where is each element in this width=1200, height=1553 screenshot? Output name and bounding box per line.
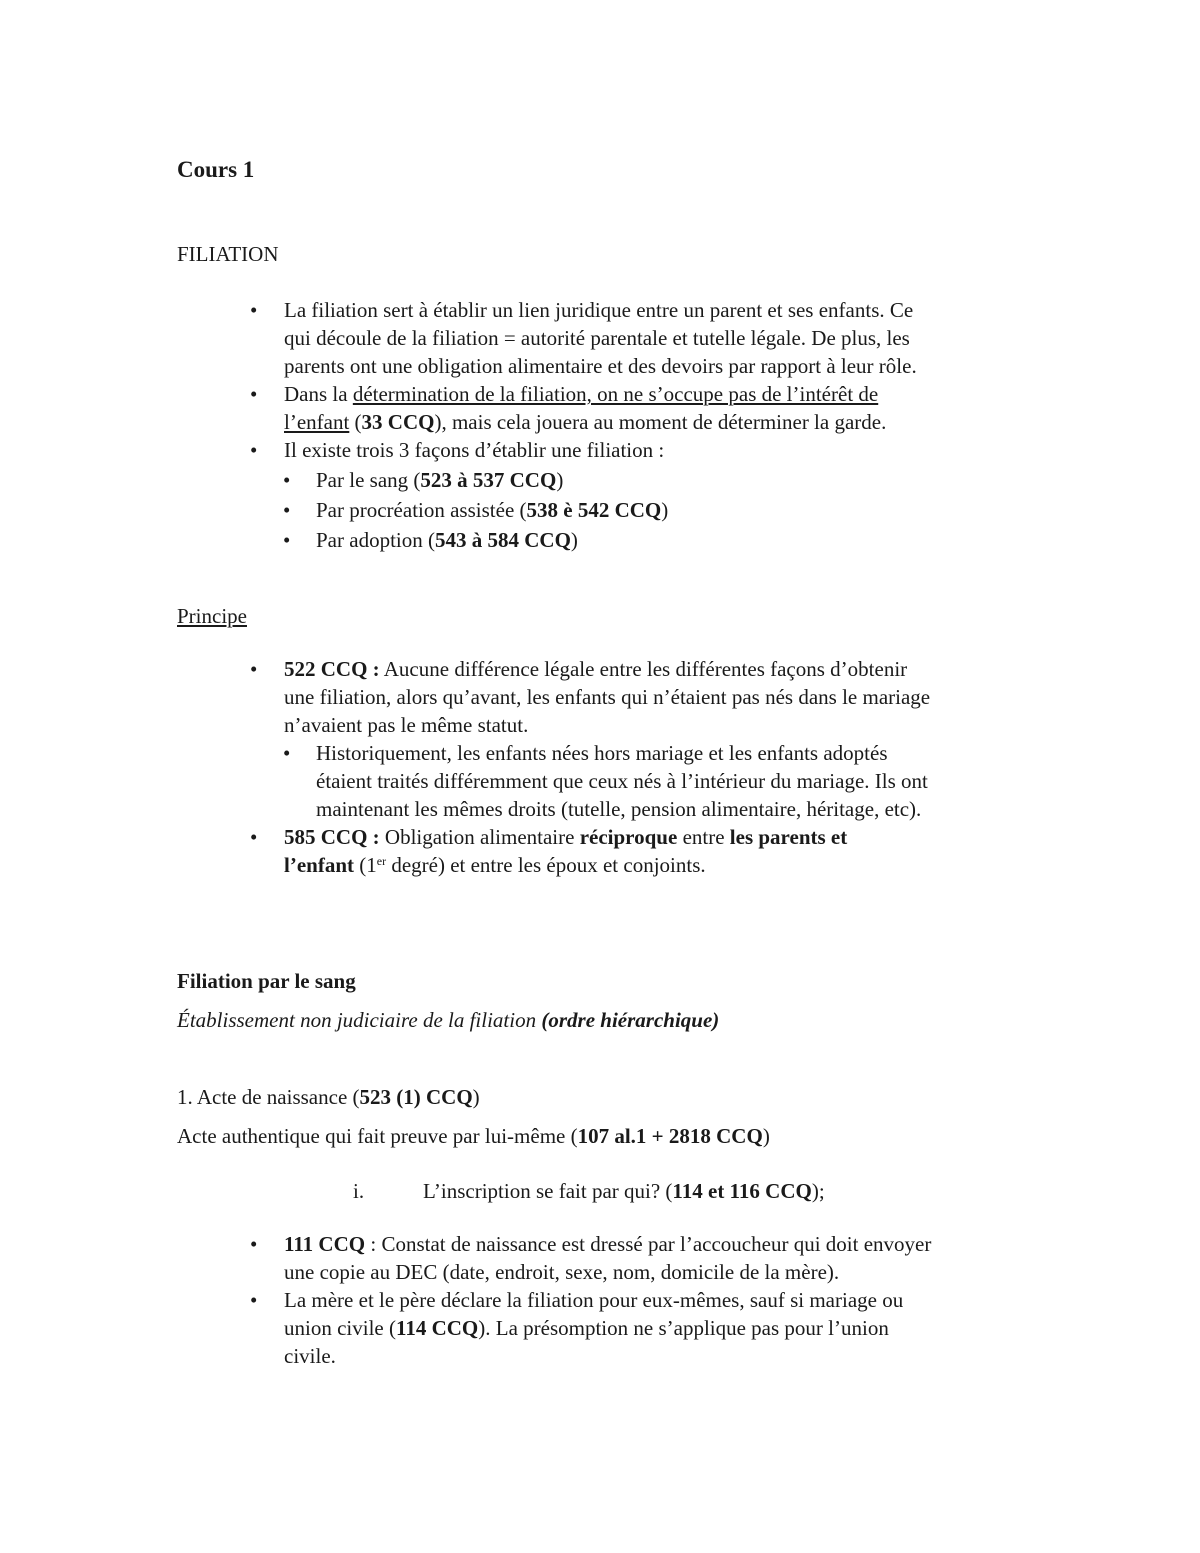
text-span: Par le sang ( [316,468,421,492]
text-span: ); [811,1179,825,1203]
text-span: : Constat de naissance est dressé par l’accoucheur qui doit envoyer [365,1232,932,1256]
text-span: ) [556,468,564,492]
bullet-icon: • [283,498,291,522]
section-heading-principe: Principe [177,604,247,628]
bullet-icon: • [283,468,291,492]
italic-text: Établissement non judiciaire de la filiation [177,1008,542,1032]
paragraph-line [177,1122,770,1150]
list-item-line: maintenant les mêmes droits (tutelle, pension alimentaire, héritage, etc). [316,797,922,821]
list-item-line: n’avaient pas le même statut. [284,713,529,737]
text-span: (1 [354,853,377,877]
article-reference: 111 CCQ [284,1232,366,1256]
bullet-icon: • [283,528,291,552]
list-item-line: qui découle de la filiation = autorité parentale et tutelle légale. De plus, les [284,326,910,350]
bullet-icon: • [250,1232,258,1256]
text-span: degré) et entre les époux et conjoints. [386,853,706,877]
bullet-icon: • [250,298,258,322]
sang-bullet-list [0,1230,1200,1370]
article-reference: 114 CCQ [395,1316,479,1340]
text-span: L’inscription se fait par qui? ( [423,1179,673,1203]
list-item [0,1286,1024,1370]
article-reference: 33 CCQ [361,410,435,434]
superscript: er [376,854,387,868]
section-heading-filiation-sang: Filiation par le sang [177,969,356,993]
text-span: ) [570,528,578,552]
text-span: ) [762,1124,770,1148]
text-span: ( [349,410,362,434]
list-item-line: parents ont une obligation alimentaire et des devoirs par rapport à leur rôle. [284,354,917,378]
bullet-icon: • [250,382,258,406]
numbered-item [177,1083,480,1111]
list-item-line: Il existe trois 3 façons d’établir une filiation : [284,438,665,462]
text-span: ). La présomption ne s’applique pas pour l’union [478,1316,889,1340]
bold-text: l’enfant [284,853,354,877]
page-title: Cours 1 [177,157,255,182]
text-span: Par adoption ( [316,528,435,552]
article-reference: 114 et 116 CCQ [672,1179,812,1203]
roman-item-text [423,1177,825,1205]
list-item-line: Historiquement, les enfants nées hors mariage et les enfants adoptés [316,741,888,765]
list-item-line: La filiation sert à établir un lien juridique entre un parent et ses enfants. Ce [284,298,914,322]
bullet-icon: • [250,657,258,681]
article-reference: 543 à 584 CCQ [434,528,571,552]
text-span: union civile ( [284,1316,396,1340]
text-span: ) [472,1085,480,1109]
bold-text: les parents et [729,825,848,849]
article-reference: 538 è 542 CCQ [526,498,662,522]
text-span: ), mais cela jouera au moment de déterminer la garde. [434,410,887,434]
sub-list-item [0,739,1036,823]
list-item-line: La mère et le père déclare la filiation pour eux-mêmes, sauf si mariage ou [284,1288,904,1312]
text-span: ) [661,498,669,522]
sub-list-item [0,526,1036,554]
article-reference: 523 à 537 CCQ [420,468,557,492]
bold-italic-text: (ordre hiérarchique) [541,1008,720,1032]
bullet-icon: • [250,825,258,849]
list-item-line: civile. [284,1344,336,1368]
text-span: Obligation alimentaire [379,825,580,849]
article-reference: 107 al.1 + 2818 CCQ [577,1124,763,1148]
list-item [0,655,1024,823]
article-reference: 585 CCQ : [284,825,380,849]
list-item [0,380,1024,436]
text-span: Acte authentique qui fait preuve par lui-même ( [177,1124,578,1148]
roman-numeral: i. [353,1179,365,1203]
underlined-text: l’enfant [284,410,350,434]
filiation-bullet-list [0,296,1200,554]
bullet-icon: • [250,1288,258,1312]
section-heading-filiation: FILIATION [177,242,279,266]
article-reference: 523 (1) CCQ [359,1085,473,1109]
list-item [0,1230,1024,1286]
section-subtitle [177,1006,719,1034]
list-item [0,823,1024,879]
text-span: 1. Acte de naissance ( [177,1085,360,1109]
text-span: entre [677,825,730,849]
list-item-line: une copie au DEC (date, endroit, sexe, nom, domicile de la mère). [284,1260,840,1284]
bullet-icon: • [250,438,258,462]
bullet-icon: • [283,741,291,765]
bold-text: réciproque [579,825,678,849]
underlined-text: détermination de la filiation, on ne s’occupe pas de l’intérêt de [352,382,879,406]
list-item-line: une filiation, alors qu’avant, les enfants qui n’étaient pas nés dans le mariage [284,685,931,709]
text-span: Dans la [284,382,353,406]
sub-bullet-list [284,466,1024,554]
sub-list-item [0,496,1036,524]
list-item [0,296,1024,380]
list-item-line: étaient traités différemment que ceux nés à l’intérieur du mariage. Ils ont [316,769,928,793]
sub-bullet-list [284,739,1024,823]
article-reference: 522 CCQ : [284,657,380,681]
text-span: Par procréation assistée ( [316,498,527,522]
sub-list-item [0,466,1036,494]
principe-bullet-list [0,655,1200,879]
text-span: Aucune différence légale entre les différentes façons d’obtenir [379,657,908,681]
list-item [0,436,1024,554]
